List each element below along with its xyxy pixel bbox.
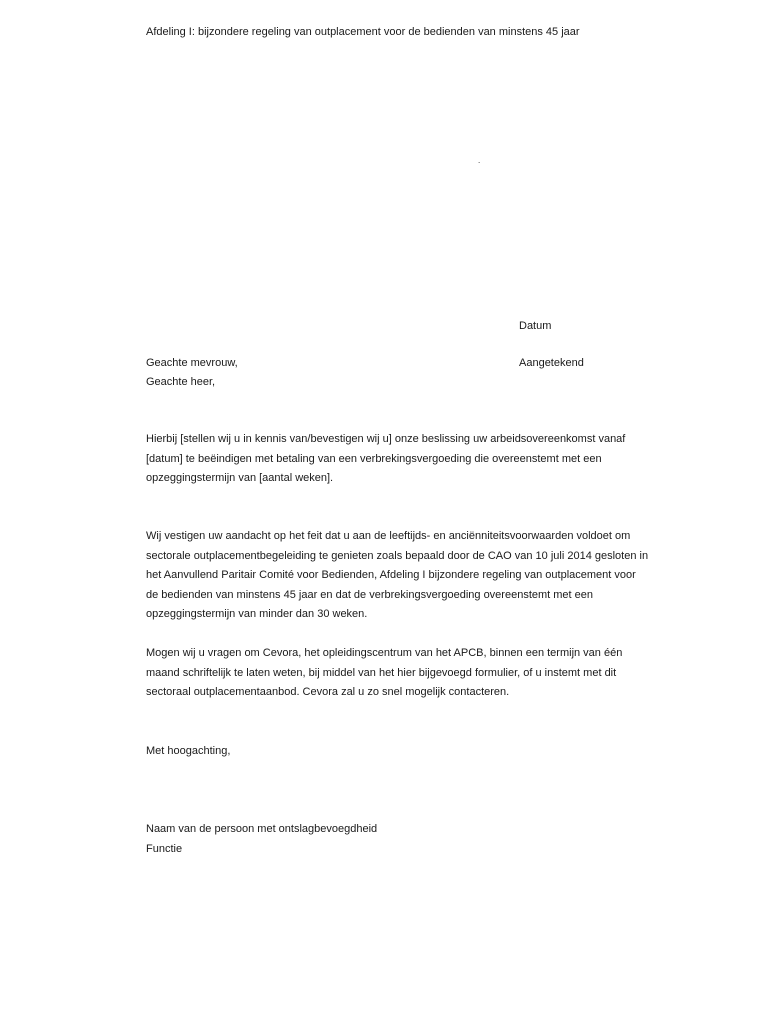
paragraph-line: maand schriftelijk te laten weten, bij middel van het hier bijgevoegd formulier, of u instemt met dit bbox=[146, 666, 617, 679]
paragraph-termination bbox=[146, 430, 686, 489]
paragraph-line: [datum] te beëindigen met betaling van een verbrekingsvergoeding die overeenstemt met een bbox=[146, 452, 602, 465]
paragraph-line: opzeggingstermijn van [aantal weken]. bbox=[146, 472, 334, 484]
paragraph-line: opzeggingstermijn van minder dan 30 weken. bbox=[146, 608, 368, 620]
date-label: Datum bbox=[519, 320, 552, 332]
closing-text: Met hoogachting, bbox=[146, 745, 231, 757]
stray-mark: . bbox=[478, 156, 481, 165]
paragraph-outplacement bbox=[146, 527, 686, 625]
paragraph-line: Mogen wij u vragen om Cevora, het opleidingscentrum van het APCB, binnen een termijn van één bbox=[146, 647, 623, 659]
salutation-line-1: Geachte mevrouw, bbox=[146, 357, 238, 369]
salutation-line-2: Geachte heer, bbox=[146, 376, 216, 388]
paragraph-line: sectoraal outplacementaanbod. Cevora zal u zo snel mogelijk contacteren. bbox=[146, 686, 510, 698]
paragraph-line: sectorale outplacementbegeleiding te genieten zoals bepaald door de CAO van 10 juli 2014 gesloten in bbox=[146, 549, 649, 562]
paragraph-line: Hierbij [stellen wij u in kennis van/bevestigen wij u] onze beslissing uw arbeidsovereenkomst vanaf bbox=[146, 433, 626, 445]
signature-name: Naam van de persoon met ontslagbevoegdheid bbox=[146, 823, 378, 835]
paragraph-line: Wij vestigen uw aandacht op het feit dat u aan de leeftijds- en anciënniteitsvoorwaarden voldoet om bbox=[146, 530, 631, 542]
header-text: Afdeling I: bijzondere regeling van outplacement voor de bedienden van minstens 45 jaar bbox=[146, 26, 580, 38]
registered-label: Aangetekend bbox=[519, 357, 584, 369]
paragraph-line: de bedienden van minstens 45 jaar en dat de verbrekingsvergoeding overeenstemt met een bbox=[146, 588, 594, 601]
paragraph-line: het Aanvullend Paritair Comité voor Bedienden, Afdeling I bijzondere regeling van outplacement voor bbox=[146, 569, 636, 581]
paragraph-cevora bbox=[146, 644, 686, 703]
signature-function: Functie bbox=[146, 843, 183, 855]
